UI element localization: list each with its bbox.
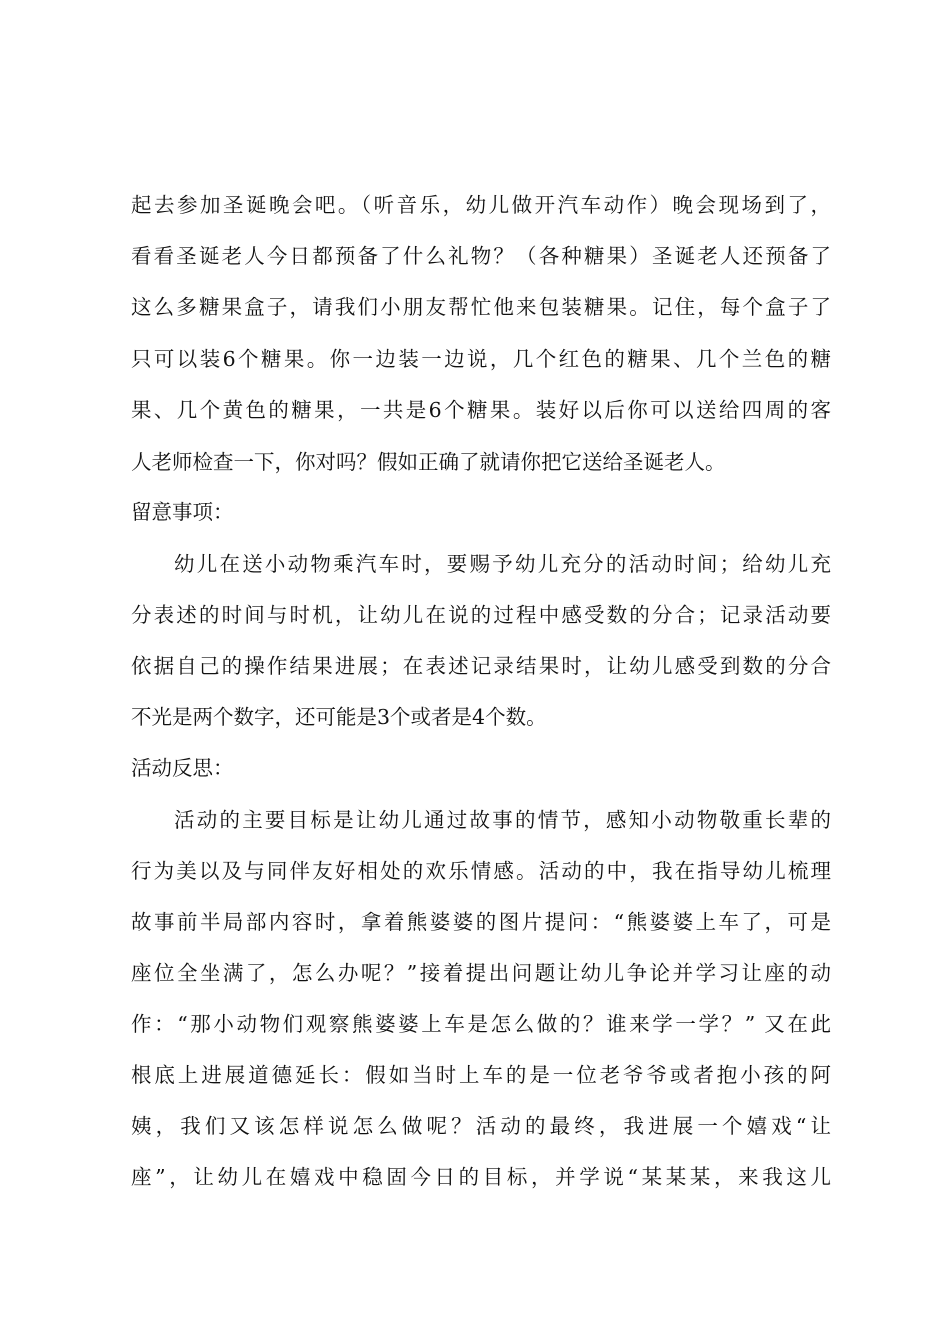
paragraph-line: 依据自己的操作结果进展；在表述记录结果时，让幼儿感受到数的分合 [131, 654, 831, 678]
paragraph-line: 活动的主要目标是让幼儿通过故事的情节，感知小动物敬重长辈的 [174, 808, 831, 832]
paragraph-line: 看看圣诞老人今日都预备了什么礼物？（各种糖果）圣诞老人还预备了 [131, 244, 831, 268]
paragraph-line: 根底上进展道德延长：假如当时上车的是一位老爷爷或者抱小孩的阿 [131, 1063, 831, 1087]
section-heading-reflection: 活动反思： [131, 756, 234, 780]
paragraph-line: 只可以装6个糖果。你一边装一边说，几个红色的糖果、几个兰色的糖 [131, 347, 831, 371]
paragraph-line: 作：“那小动物们观察熊婆婆上车是怎么做的？谁来学一学？” 又在此 [131, 1012, 831, 1036]
section-heading-notes: 留意事项： [131, 500, 234, 524]
paragraph-line: 幼儿在送小动物乘汽车时，要赐予幼儿充分的活动时间；给幼儿充 [174, 552, 831, 576]
paragraph-line: 不光是两个数字，还可能是3个或者是4个数。 [131, 705, 547, 729]
paragraph-line: 故事前半局部内容时，拿着熊婆婆的图片提问：“熊婆婆上车了，可是 [131, 910, 831, 934]
paragraph-line: 行为美以及与同伴友好相处的欢乐情感。活动的中，我在指导幼儿梳理 [131, 859, 831, 883]
paragraph-line: 分表述的时间与时机，让幼儿在说的过程中感受数的分合；记录活动要 [131, 603, 831, 627]
paragraph-line: 起去参加圣诞晚会吧。（听音乐，幼儿做开汽车动作）晚会现场到了， [131, 193, 831, 217]
paragraph-line: 姨，我们又该怎样说怎么做呢？活动的最终，我进展一个嬉戏“让 [131, 1114, 831, 1138]
paragraph-line: 人老师检查一下，你对吗？假如正确了就请你把它送给圣诞老人。 [131, 450, 726, 474]
paragraph-line: 座”，让幼儿在嬉戏中稳固今日的目标，并学说“某某某，来我这儿 [131, 1165, 831, 1189]
paragraph-line: 座位全坐满了，怎么办呢？”接着提出问题让幼儿争论并学习让座的动 [131, 961, 831, 985]
paragraph-line: 果、几个黄色的糖果，一共是6个糖果。装好以后你可以送给四周的客 [131, 398, 831, 422]
paragraph-line: 这么多糖果盒子，请我们小朋友帮忙他来包装糖果。记住，每个盒子了 [131, 295, 831, 319]
